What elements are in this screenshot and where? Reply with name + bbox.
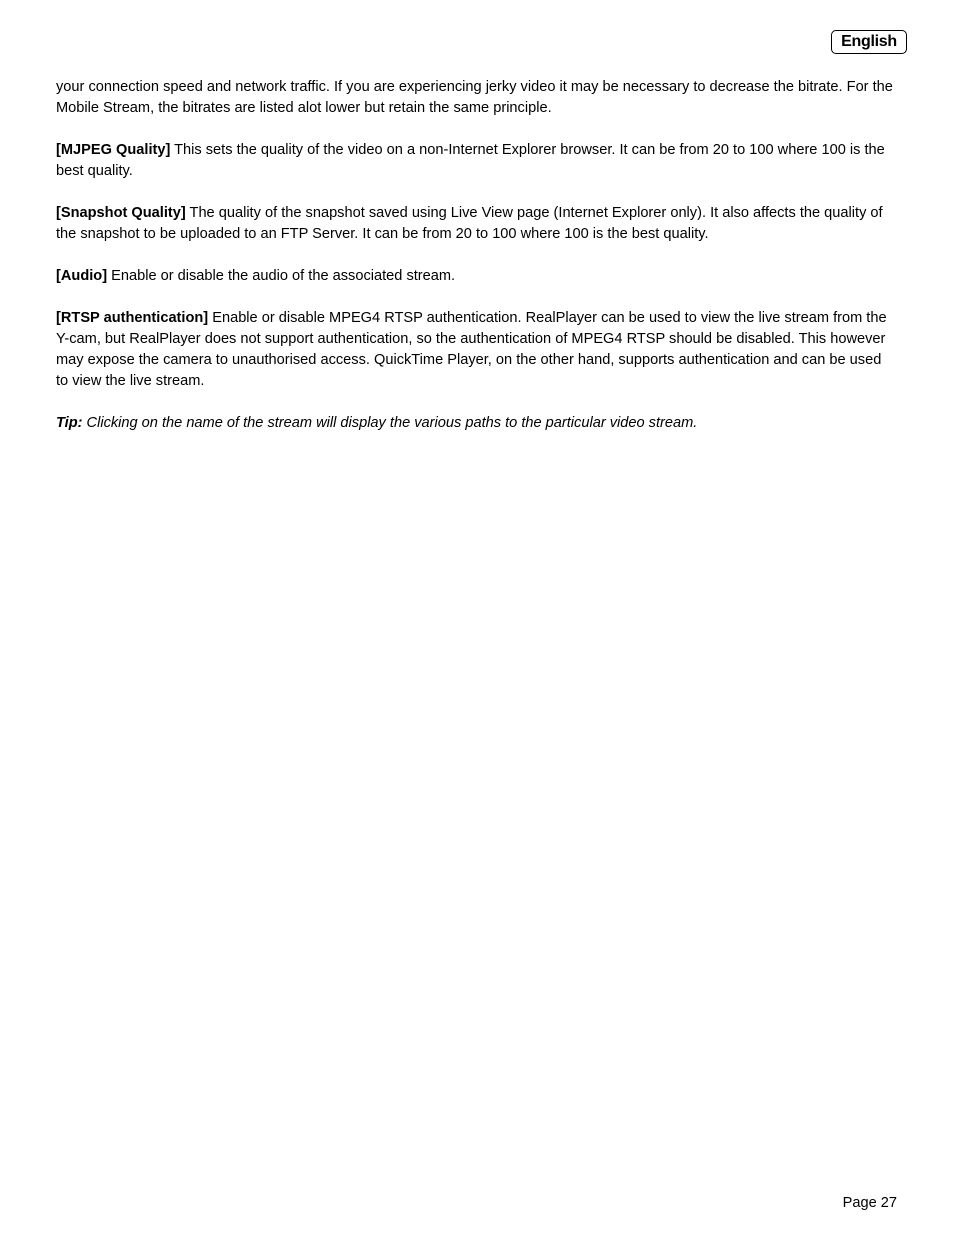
- tip-paragraph: [56, 413, 896, 434]
- page-number: Page 27: [842, 1195, 897, 1211]
- document-body: [56, 77, 896, 455]
- intro-text: your connection speed and network traffic. If you are experiencing jerky video it may be necessary to decrease the bitrate. For the Mobile Stream, the bitrates are listed alot lower but retain the same principle.: [56, 79, 893, 116]
- mjpeg-quality-paragraph: [56, 140, 896, 182]
- audio-label: [Audio]: [56, 268, 108, 284]
- tip-label: Tip:: [56, 415, 83, 431]
- audio-paragraph: [56, 266, 896, 287]
- mjpeg-quality-label: [MJPEG Quality]: [56, 142, 171, 158]
- snapshot-quality-text: The quality of the snapshot saved using Live View page (Internet Explorer only). It also affects the quality of the snapshot to be uploaded to an FTP Server. It can be from 20 to 100 where 100 is the best quality.: [56, 205, 883, 242]
- rtsp-authentication-text: Enable or disable MPEG4 RTSP authentication. RealPlayer can be used to view the live stream from the Y-cam, but RealPlayer does not support authentication, so the authentication of MPEG4 RTSP should be disabled. This however may expose the camera to unauthorised access. QuickTime Player, on the other hand, supports authentication and can be used to view the live stream.: [56, 310, 887, 389]
- tip-text: Clicking on the name of the stream will display the various paths to the particular video stream.: [82, 415, 698, 431]
- rtsp-authentication-label: [RTSP authentication]: [56, 310, 209, 326]
- audio-text: Enable or disable the audio of the associated stream.: [107, 268, 456, 284]
- intro-paragraph: [56, 77, 896, 119]
- rtsp-authentication-paragraph: [56, 308, 896, 392]
- language-badge: English: [831, 30, 907, 54]
- snapshot-quality-label: [Snapshot Quality]: [56, 205, 186, 221]
- mjpeg-quality-text: This sets the quality of the video on a non-Internet Explorer browser. It can be from 20 to 100 where 100 is the best quality.: [56, 142, 885, 179]
- snapshot-quality-paragraph: [56, 203, 896, 245]
